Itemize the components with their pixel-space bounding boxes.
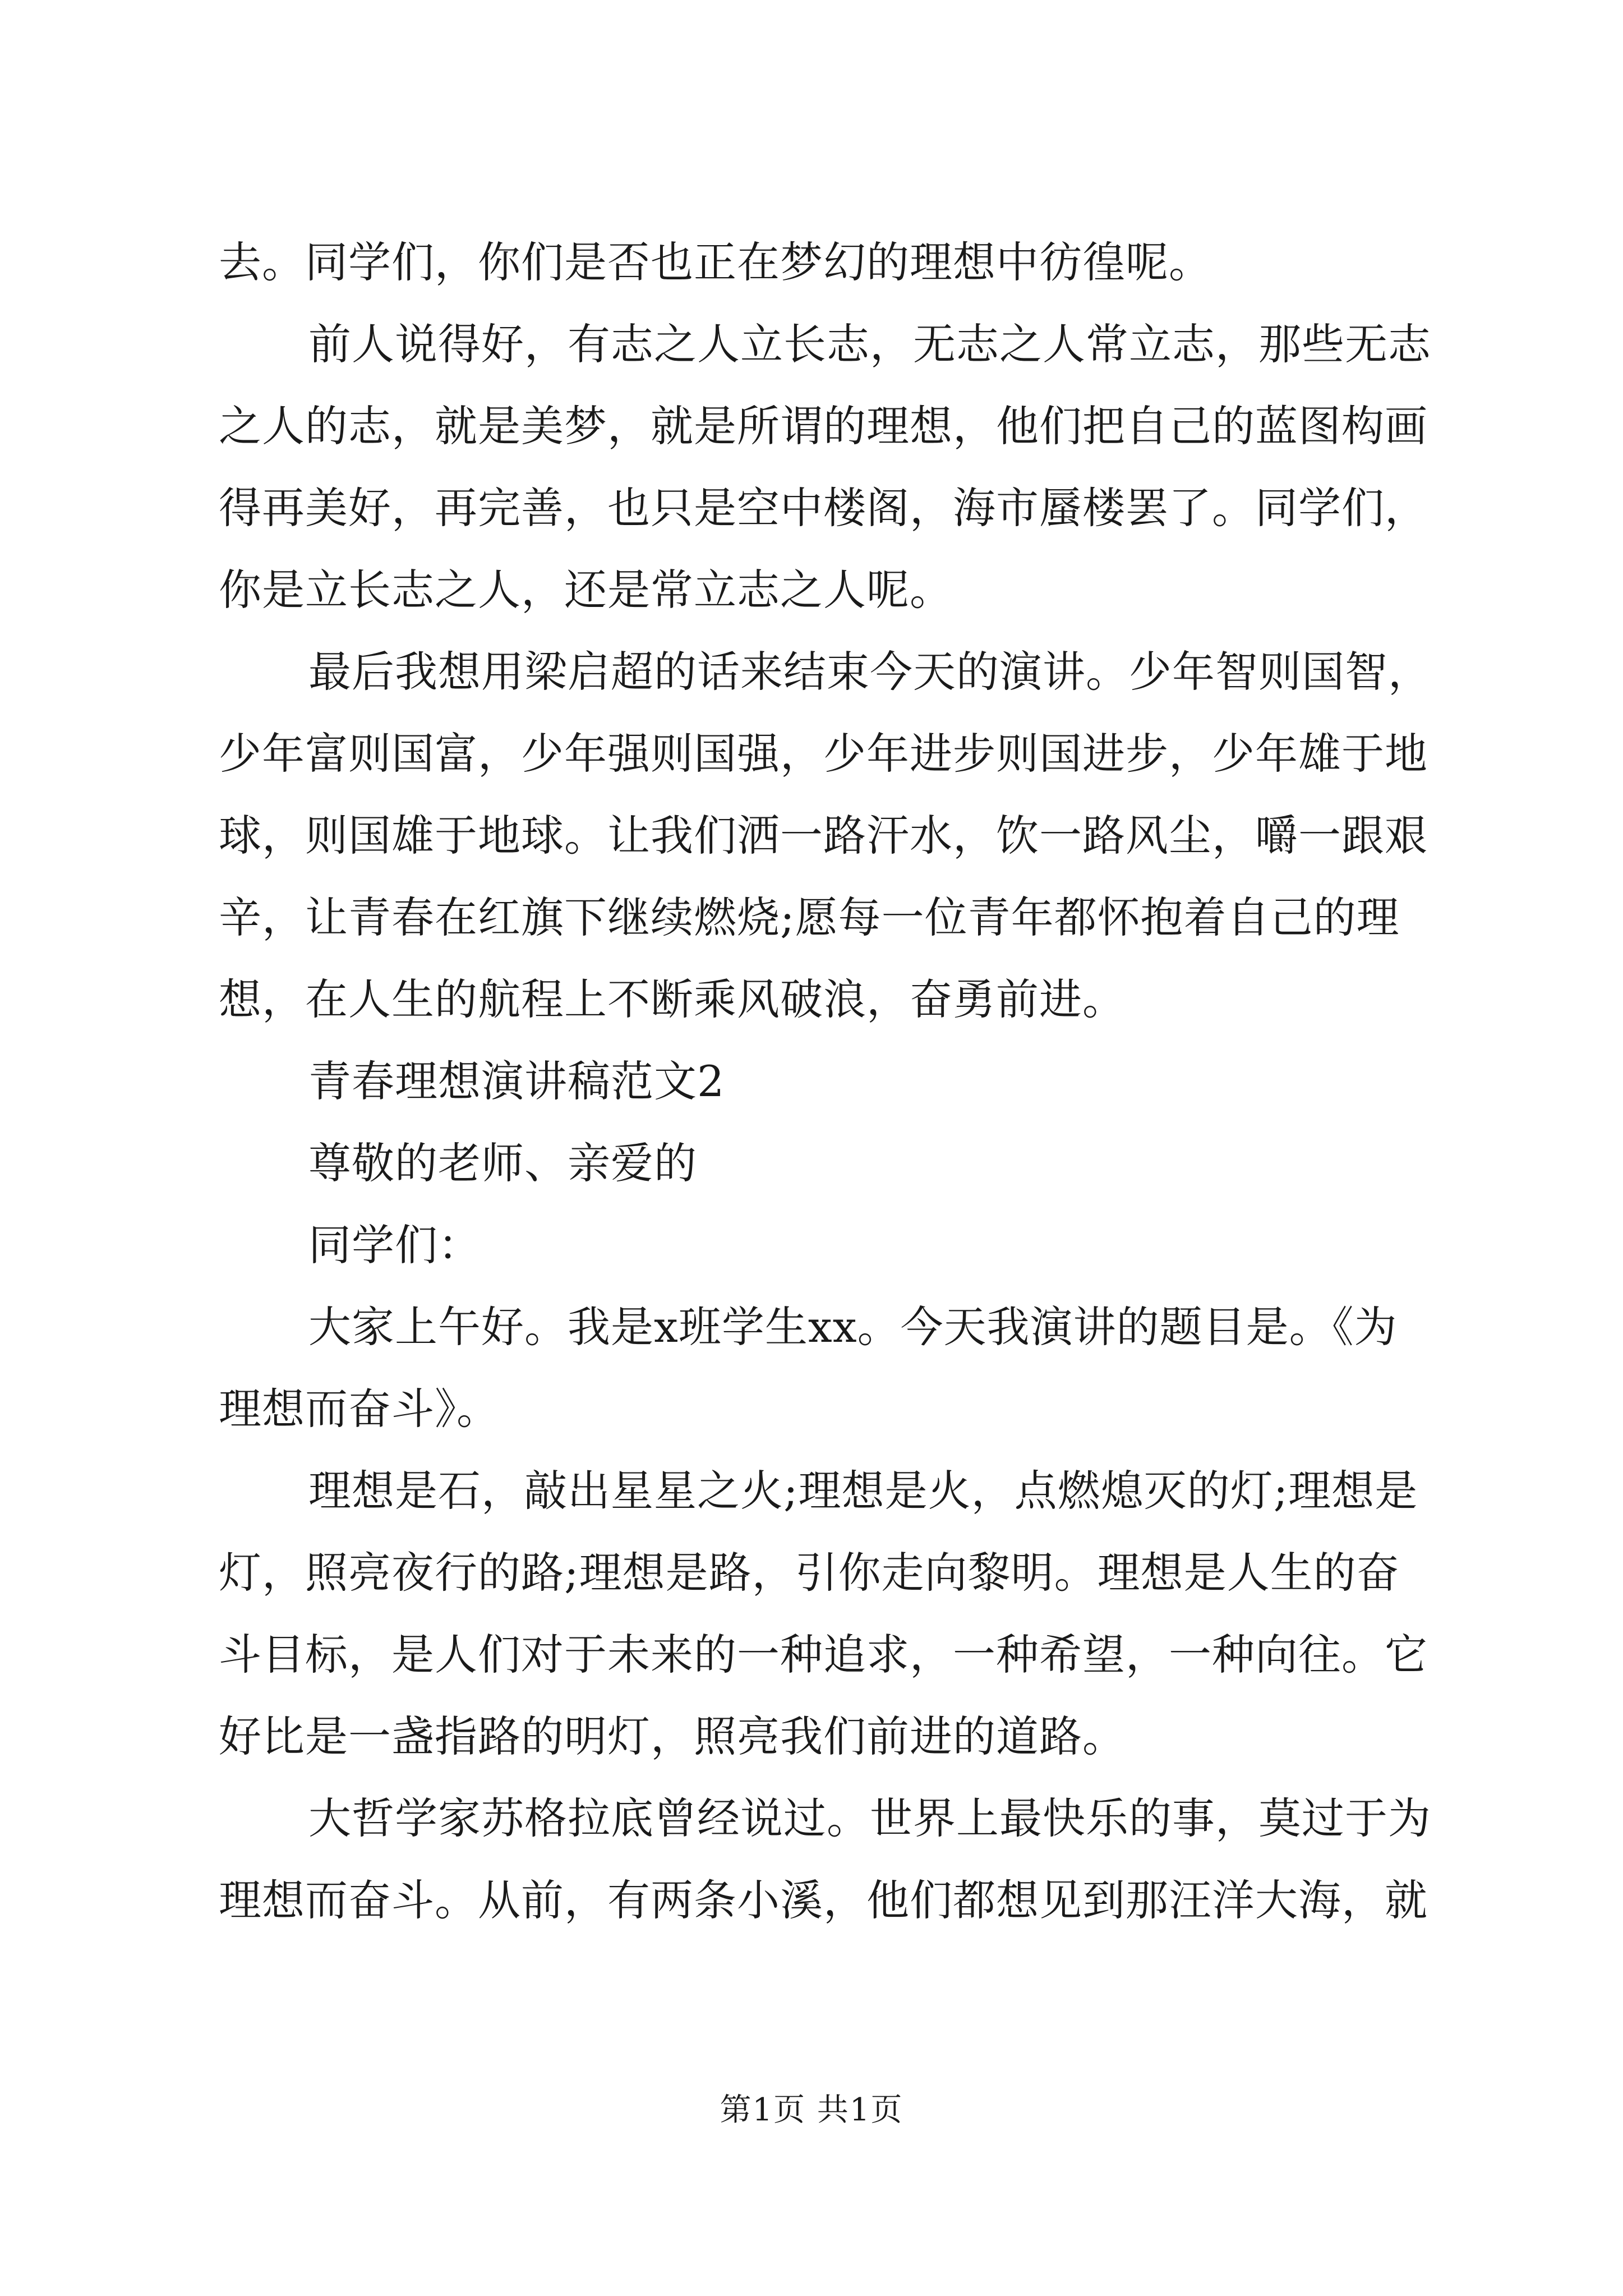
text-line: 斗目标，是人们对于未来的一种追求，一种希望，一种向往。它 xyxy=(219,1630,1428,1680)
document-body xyxy=(219,222,1431,1941)
text-line: 好比是一盏指路的明灯，照亮我们前进的道路。 xyxy=(219,1711,1126,1761)
text-line: 去。同学们，你们是否也正在梦幻的理想中彷徨呢。 xyxy=(219,237,1212,287)
text-line: 辛，让青春在红旗下继续燃烧;愿每一位青年都怀抱着自己的理 xyxy=(219,892,1400,942)
text-line: 最后我想用梁启超的话来结束今天的演讲。少年智则国智， xyxy=(308,647,1431,697)
text-line: 球，则国雄于地球。让我们洒一路汗水，饮一路风尘，嚼一跟艰 xyxy=(219,811,1428,861)
text-line: 之人的志，就是美梦，就是所谓的理想，他们把自己的蓝图构画 xyxy=(219,401,1428,451)
text-line: 少年富则国富，少年强则国强，少年进步则国进步，少年雄于地 xyxy=(219,729,1428,779)
text-line: 前人说得好，有志之人立长志，无志之人常立志，那些无志 xyxy=(308,319,1431,369)
text-line: 理想是石，敲出星星之火;理想是火，点燃熄灭的灯;理想是 xyxy=(308,1466,1418,1516)
text-line: 得再美好，再完善，也只是空中楼阁，海市蜃楼罢了。同学们， xyxy=(219,483,1428,533)
text-line: 你是立长志之人，还是常立志之人呢。 xyxy=(219,565,953,615)
text-line: 理想而奋斗。从前，有两条小溪，他们都想见到那汪洋大海，就 xyxy=(219,1875,1428,1925)
salutation-line: 同学们： xyxy=(308,1220,481,1270)
section-title: 青春理想演讲稿范文2 xyxy=(308,1056,725,1106)
text-line: 想，在人生的航程上不断乘风破浪，奋勇前进。 xyxy=(219,974,1126,1024)
text-line: 灯，照亮夜行的路;理想是路，引你走向黎明。理想是人生的奋 xyxy=(219,1548,1400,1598)
salutation-line: 尊敬的老师、亲爱的 xyxy=(308,1138,697,1188)
page-number-footer: 第1页 共1页 xyxy=(720,2092,903,2128)
text-line: 大家上午好。我是x班学生xx。今天我演讲的题目是。《为 xyxy=(308,1302,1398,1352)
text-line: 理想而奋斗》。 xyxy=(219,1384,500,1434)
text-line: 大哲学家苏格拉底曾经说过。世界上最快乐的事，莫过于为 xyxy=(308,1793,1431,1843)
